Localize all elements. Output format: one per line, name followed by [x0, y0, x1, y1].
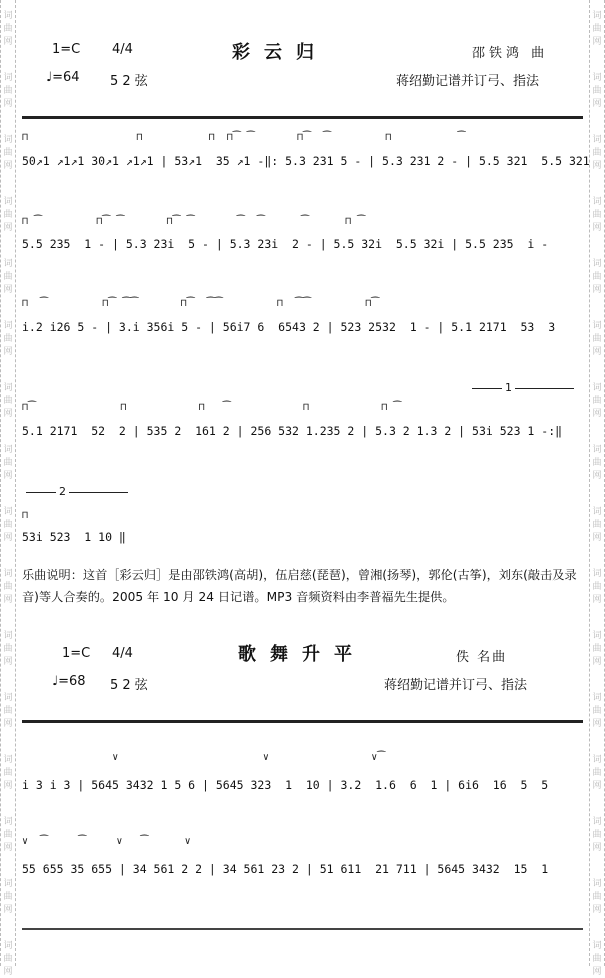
- score-line: 50↗1 ↗1↗1 30↗1 ↗1↗1 | 53↗1 35 ↗1 -‖: 5.3 231 5 - | 5.3 231 2 - | 5.5 321 5.5 321: [22, 154, 590, 168]
- watermark-char: 网: [592, 223, 602, 233]
- score-line: 5.1 2171 52 2 | 535 2 161 2 | 256 532 1.235 2 | 5.3 2 1.3 2 | 53i 523 1 -:‖: [22, 424, 563, 438]
- watermark-char: 曲: [592, 86, 602, 96]
- watermark-char: 曲: [3, 830, 13, 840]
- footer-divider: [22, 928, 583, 930]
- watermark-char: 词: [592, 879, 602, 889]
- watermark-char: 词: [3, 259, 13, 269]
- watermark-char: 曲: [3, 520, 13, 530]
- watermark-char: 曲: [3, 768, 13, 778]
- watermark-char: 词: [3, 879, 13, 889]
- watermark-char: 曲: [592, 768, 602, 778]
- watermark-char: 网: [592, 37, 602, 47]
- time-signature: 4/4: [112, 646, 133, 661]
- watermark-char: 词: [592, 755, 602, 765]
- watermark-char: 词: [592, 941, 602, 951]
- watermark-char: 网: [592, 843, 602, 853]
- watermark-char: 网: [3, 533, 13, 543]
- watermark-char: 词: [592, 73, 602, 83]
- watermark-char: 网: [592, 471, 602, 481]
- watermark-char: 曲: [592, 644, 602, 654]
- watermark-char: 词: [592, 321, 602, 331]
- watermark-char: 曲: [592, 334, 602, 344]
- watermark-char: 曲: [3, 396, 13, 406]
- score-line: 5.5 235 1 - | 5.3 23i 5 - | 5.3 23i 2 - | 5.5 32i 5.5 32i | 5.5 235 i -: [22, 237, 549, 251]
- watermark-char: 网: [592, 409, 602, 419]
- watermark-char: 网: [592, 533, 602, 543]
- watermark-char: 网: [592, 99, 602, 109]
- watermark-char: 网: [3, 657, 13, 667]
- tempo-marking: ♩=68: [52, 674, 86, 689]
- first-ending-number: 1: [502, 381, 515, 394]
- watermark-char: 词: [592, 197, 602, 207]
- watermark-char: 曲: [592, 520, 602, 530]
- watermark-char: 曲: [3, 334, 13, 344]
- watermark-char: 网: [592, 905, 602, 915]
- watermark-char: 网: [3, 595, 13, 605]
- watermark-char: 曲: [592, 954, 602, 964]
- bowing-marks: ⊓⁀ ⊓ ⊓ ⁀ ⊓ ⊓ ⁀: [22, 402, 402, 413]
- watermark-char: 曲: [592, 24, 602, 34]
- second-ending-number: 2: [56, 485, 69, 498]
- watermark-char: 词: [3, 569, 13, 579]
- watermark-char: 曲: [3, 644, 13, 654]
- score-line: 53i 523 1 10 ‖: [22, 530, 126, 544]
- watermark-char: 网: [3, 781, 13, 791]
- header-divider: [22, 720, 583, 723]
- bowing-marks: ∨ ⁀ ⁀ ∨ ⁀ ∨: [22, 836, 191, 847]
- first-ending-bracket: [472, 381, 574, 395]
- composer: 佚 名曲: [456, 650, 508, 665]
- watermark-char: 曲: [3, 954, 13, 964]
- watermark-char: 网: [3, 471, 13, 481]
- watermark-char: 网: [3, 347, 13, 357]
- left-watermark-strip: [0, 0, 16, 977]
- notation-credit: 蒋绍勤记谱并订弓、指法: [384, 678, 528, 693]
- watermark-char: 词: [3, 11, 13, 21]
- watermark-char: 词: [3, 135, 13, 145]
- watermark-char: 网: [3, 99, 13, 109]
- watermark-char: 词: [592, 11, 602, 21]
- notation-credit: 蒋绍勤记谱并订弓、指法: [396, 74, 540, 89]
- watermark-char: 曲: [592, 830, 602, 840]
- watermark-char: 曲: [592, 210, 602, 220]
- watermark-char: 曲: [3, 86, 13, 96]
- watermark-char: 曲: [592, 582, 602, 592]
- score-line: i.2 i26 5 - | 3.i 356i 5 - | 56i7 6 6543 2 | 523 2532 1 - | 5.1 2171 53 3: [22, 320, 556, 334]
- watermark-char: 词: [3, 941, 13, 951]
- score-line: i 3 i 3 | 5645 3432 1 5 6 | 5645 323 1 10 | 3.2 1.6 6 1 | 6i6 16 5 5: [22, 778, 549, 792]
- watermark-char: 曲: [592, 458, 602, 468]
- watermark-char: 词: [592, 383, 602, 393]
- watermark-char: 曲: [592, 148, 602, 158]
- watermark-char: 网: [592, 161, 602, 171]
- watermark-char: 网: [592, 657, 602, 667]
- composer: 邵铁鸿 曲: [472, 46, 549, 61]
- bowing-marks: ⊓ ⊓ ⊓ ⊓⁀ ⁀ ⊓⁀ ⁀ ⊓ ⁀: [22, 132, 466, 143]
- tempo-marking: ♩=64: [46, 70, 80, 85]
- watermark-char: 词: [3, 693, 13, 703]
- bowing-marks: ⊓ ⁀ ⊓⁀ ⁀⁀ ⊓⁀ ⁀⁀ ⊓ ⁀⁀ ⊓⁀: [22, 298, 380, 309]
- watermark-char: 词: [3, 817, 13, 827]
- string-tuning: 5 2 弦: [110, 74, 148, 89]
- watermark-char: 词: [592, 631, 602, 641]
- right-watermark-strip: [589, 0, 605, 977]
- watermark-char: 词: [592, 507, 602, 517]
- watermark-char: 曲: [3, 892, 13, 902]
- watermark-char: 曲: [592, 892, 602, 902]
- watermark-char: 词: [592, 569, 602, 579]
- watermark-char: 网: [592, 967, 602, 977]
- watermark-char: 网: [592, 595, 602, 605]
- bowing-marks: ⊓ ⁀ ⊓⁀ ⁀ ⊓⁀ ⁀ ⁀ ⁀ ⁀ ⊓ ⁀: [22, 216, 366, 227]
- watermark-char: 词: [3, 383, 13, 393]
- bowing-marks: ∨ ∨ ∨⁀: [22, 752, 386, 763]
- watermark-char: 网: [3, 37, 13, 47]
- header-divider: [22, 116, 583, 119]
- watermark-char: 曲: [3, 148, 13, 158]
- watermark-char: 曲: [3, 458, 13, 468]
- watermark-char: 网: [3, 843, 13, 853]
- watermark-char: 网: [592, 781, 602, 791]
- score-line: 55 655 35 655 | 34 561 2 2 | 34 561 23 2 | 51 611 21 711 | 5645 3432 15 1: [22, 862, 549, 876]
- watermark-char: 网: [592, 347, 602, 357]
- watermark-char: 网: [3, 719, 13, 729]
- key-signature: 1=C: [62, 646, 91, 661]
- watermark-char: 曲: [3, 706, 13, 716]
- watermark-char: 曲: [592, 706, 602, 716]
- song-title: 歌舞升平: [238, 644, 366, 665]
- watermark-char: 网: [3, 285, 13, 295]
- key-signature: 1=C: [52, 42, 81, 57]
- watermark-char: 词: [3, 755, 13, 765]
- watermark-char: 词: [3, 321, 13, 331]
- string-tuning: 5 2 弦: [110, 678, 148, 693]
- watermark-char: 词: [3, 73, 13, 83]
- watermark-char: 曲: [592, 396, 602, 406]
- watermark-char: 网: [3, 409, 13, 419]
- watermark-char: 词: [592, 135, 602, 145]
- song-title: 彩云归: [232, 42, 328, 63]
- watermark-char: 词: [3, 507, 13, 517]
- song-description: 乐曲说明：这首［彩云归］是由邵铁鸿(高胡)，伍启慈(琵琶)，曾湘(扬琴)，郭伦(古筝)，刘东(敲击及录音)等人合奏的。2005 年 10 月 24 日记谱。MP3 音频资料由李普福先生提供。: [22, 568, 577, 604]
- bowing-marks: ⊓: [22, 510, 29, 521]
- watermark-char: 曲: [3, 272, 13, 282]
- watermark-char: 曲: [3, 210, 13, 220]
- watermark-char: 词: [592, 693, 602, 703]
- watermark-char: 词: [592, 445, 602, 455]
- watermark-char: 词: [3, 197, 13, 207]
- watermark-char: 词: [3, 631, 13, 641]
- watermark-char: 曲: [592, 272, 602, 282]
- watermark-char: 词: [3, 445, 13, 455]
- watermark-char: 曲: [3, 24, 13, 34]
- watermark-char: 网: [592, 719, 602, 729]
- watermark-char: 词: [592, 817, 602, 827]
- watermark-char: 网: [3, 223, 13, 233]
- watermark-char: 网: [3, 967, 13, 977]
- watermark-char: 词: [592, 259, 602, 269]
- time-signature: 4/4: [112, 42, 133, 57]
- second-ending-bracket: [26, 485, 128, 499]
- watermark-char: 网: [3, 161, 13, 171]
- watermark-char: 网: [3, 905, 13, 915]
- watermark-char: 曲: [3, 582, 13, 592]
- watermark-char: 网: [592, 285, 602, 295]
